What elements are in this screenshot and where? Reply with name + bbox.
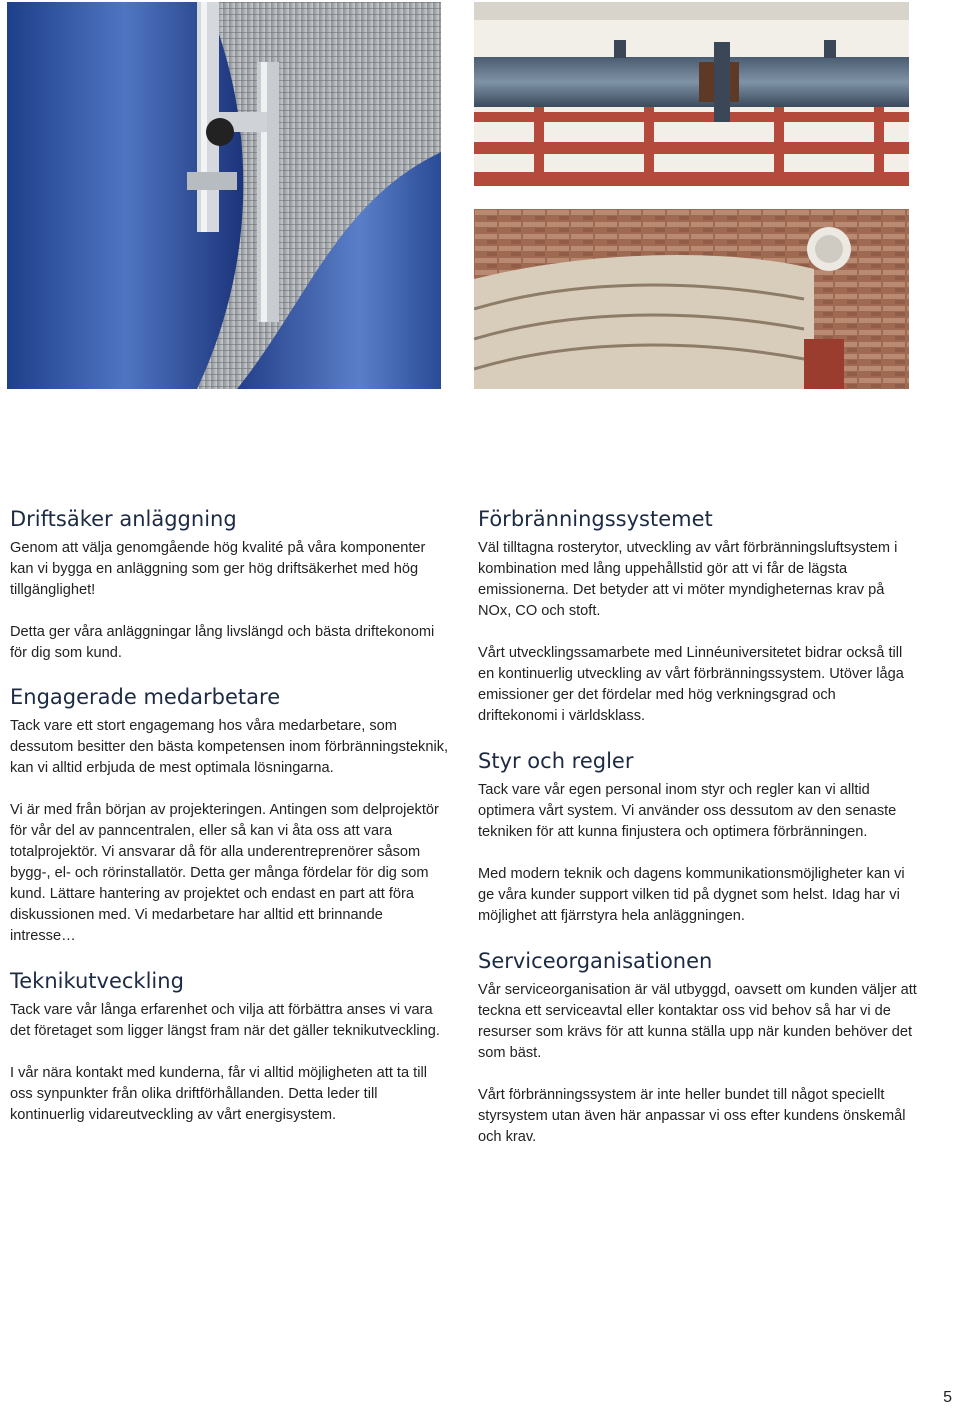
page-number: 5 (943, 1389, 952, 1406)
paragraph: I vår nära kontakt med kunderna, får vi alltid möjligheten att ta till oss synpunkter från olika driftförhållanden. Detta leder till kontinuerlig vidareutveckling av vårt energisystem. (10, 1065, 427, 1123)
paragraph: Genom att välja genomgående hög kvalité på våra komponenter kan vi bygga en anläggning som ger hög driftsäkerhet med hög tillgänglighet! (10, 540, 426, 598)
heading-driftsaker: Driftsäker anläggning (10, 507, 237, 531)
section-driftsaker (10, 506, 450, 664)
paragraph: Tack vare vår långa erfarenhet och vilja att förbättra anses vi vara det företaget som ligger längst fram när det gäller teknikutveckling. (10, 1002, 440, 1039)
furnace-rollers-photo (474, 2, 909, 186)
paragraph: Vi är med från början av projekteringen. Antingen som delprojektör för vår del av panncentralen, eller så kan vi åta oss att vara totalprojektör. Vi ansvarar då för alla underentreprenörer såsom bygg-, el- och rörinstallatör. Detta ger många fördelar för dig som kund. Lättare hantering av projektet och endast en part att föra diskussionen med. Vi medarbetare har alltid ett brinnande intresse… (10, 802, 439, 944)
heading-engagerade: Engagerade medarbetare (10, 685, 281, 709)
right-column (478, 506, 918, 1169)
furnace-interior-photo (474, 209, 909, 389)
section-engagerade (10, 684, 450, 947)
heading-teknikutveckling: Teknikutveckling (10, 969, 184, 993)
paragraph: Tack vare ett stort engagemang hos våra medarbetare, som dessutom besitter den bästa kompetensen inom förbränningsteknik, kan vi alltid erbjuda de mest optimala lösningarna. (10, 718, 449, 776)
paragraph: Vårt förbränningssystem är inte heller bundet till något speciellt styrsystem utan även här anpassar vi oss efter kundens önskemål och krav. (478, 1087, 906, 1145)
furnace-interior-image (474, 209, 909, 389)
heading-forbranningssystemet: Förbränningssystemet (478, 507, 713, 531)
section-styr-och-regler (478, 748, 918, 927)
blue-tanks-with-pipes-image (7, 2, 441, 389)
left-column (10, 506, 450, 1147)
paragraph: Vår serviceorganisation är väl utbyggd, oavsett om kunden väljer att teckna ett serviceavtal eller kontaktar oss vid behov så har vi de resurser som krävs för att kunna ställa upp när kunden behöver det som bäst. (478, 982, 917, 1061)
section-teknikutveckling (10, 968, 450, 1126)
paragraph: Vårt utvecklingssamarbete med Linnéuniversitetet bidrar också till en kontinuerlig utveckling av vårt förbränningssystem. Utöver låga emissioner ger det fördelar med hög verkningsgrad och driftekonomi i världsklass. (478, 645, 904, 724)
paragraph: Detta ger våra anläggningar lång livslängd och bästa driftekonomi för dig som kund. (10, 624, 435, 661)
furnace-rollers-image (474, 2, 909, 186)
paragraph: Tack vare vår egen personal inom styr och regler kan vi alltid optimera vårt system. Vi använder oss dessutom av den senaste tekniken för att kunna finjustera och optimera förbränningen. (478, 782, 897, 840)
paragraph: Väl tilltagna rosterytor, utveckling av vårt förbränningsluftsystem i kombination med lång uppehållstid gör att vi får de lägsta emissionerna. Det betyder att vi möter myndigheternas krav på NOx, CO och stoft. (478, 540, 898, 619)
paragraph: Med modern teknik och dagens kommunikationsmöjligheter kan vi ge våra kunder support vilken tid på dygnet som helst. Idag har vi möjlighet att fjärrstyra hela anläggningen. (478, 866, 905, 924)
section-serviceorganisationen (478, 948, 918, 1148)
blue-tanks-photo (7, 2, 441, 389)
heading-styr-och-regler: Styr och regler (478, 749, 634, 773)
section-forbranningssystemet (478, 506, 918, 727)
heading-serviceorganisationen: Serviceorganisationen (478, 949, 713, 973)
